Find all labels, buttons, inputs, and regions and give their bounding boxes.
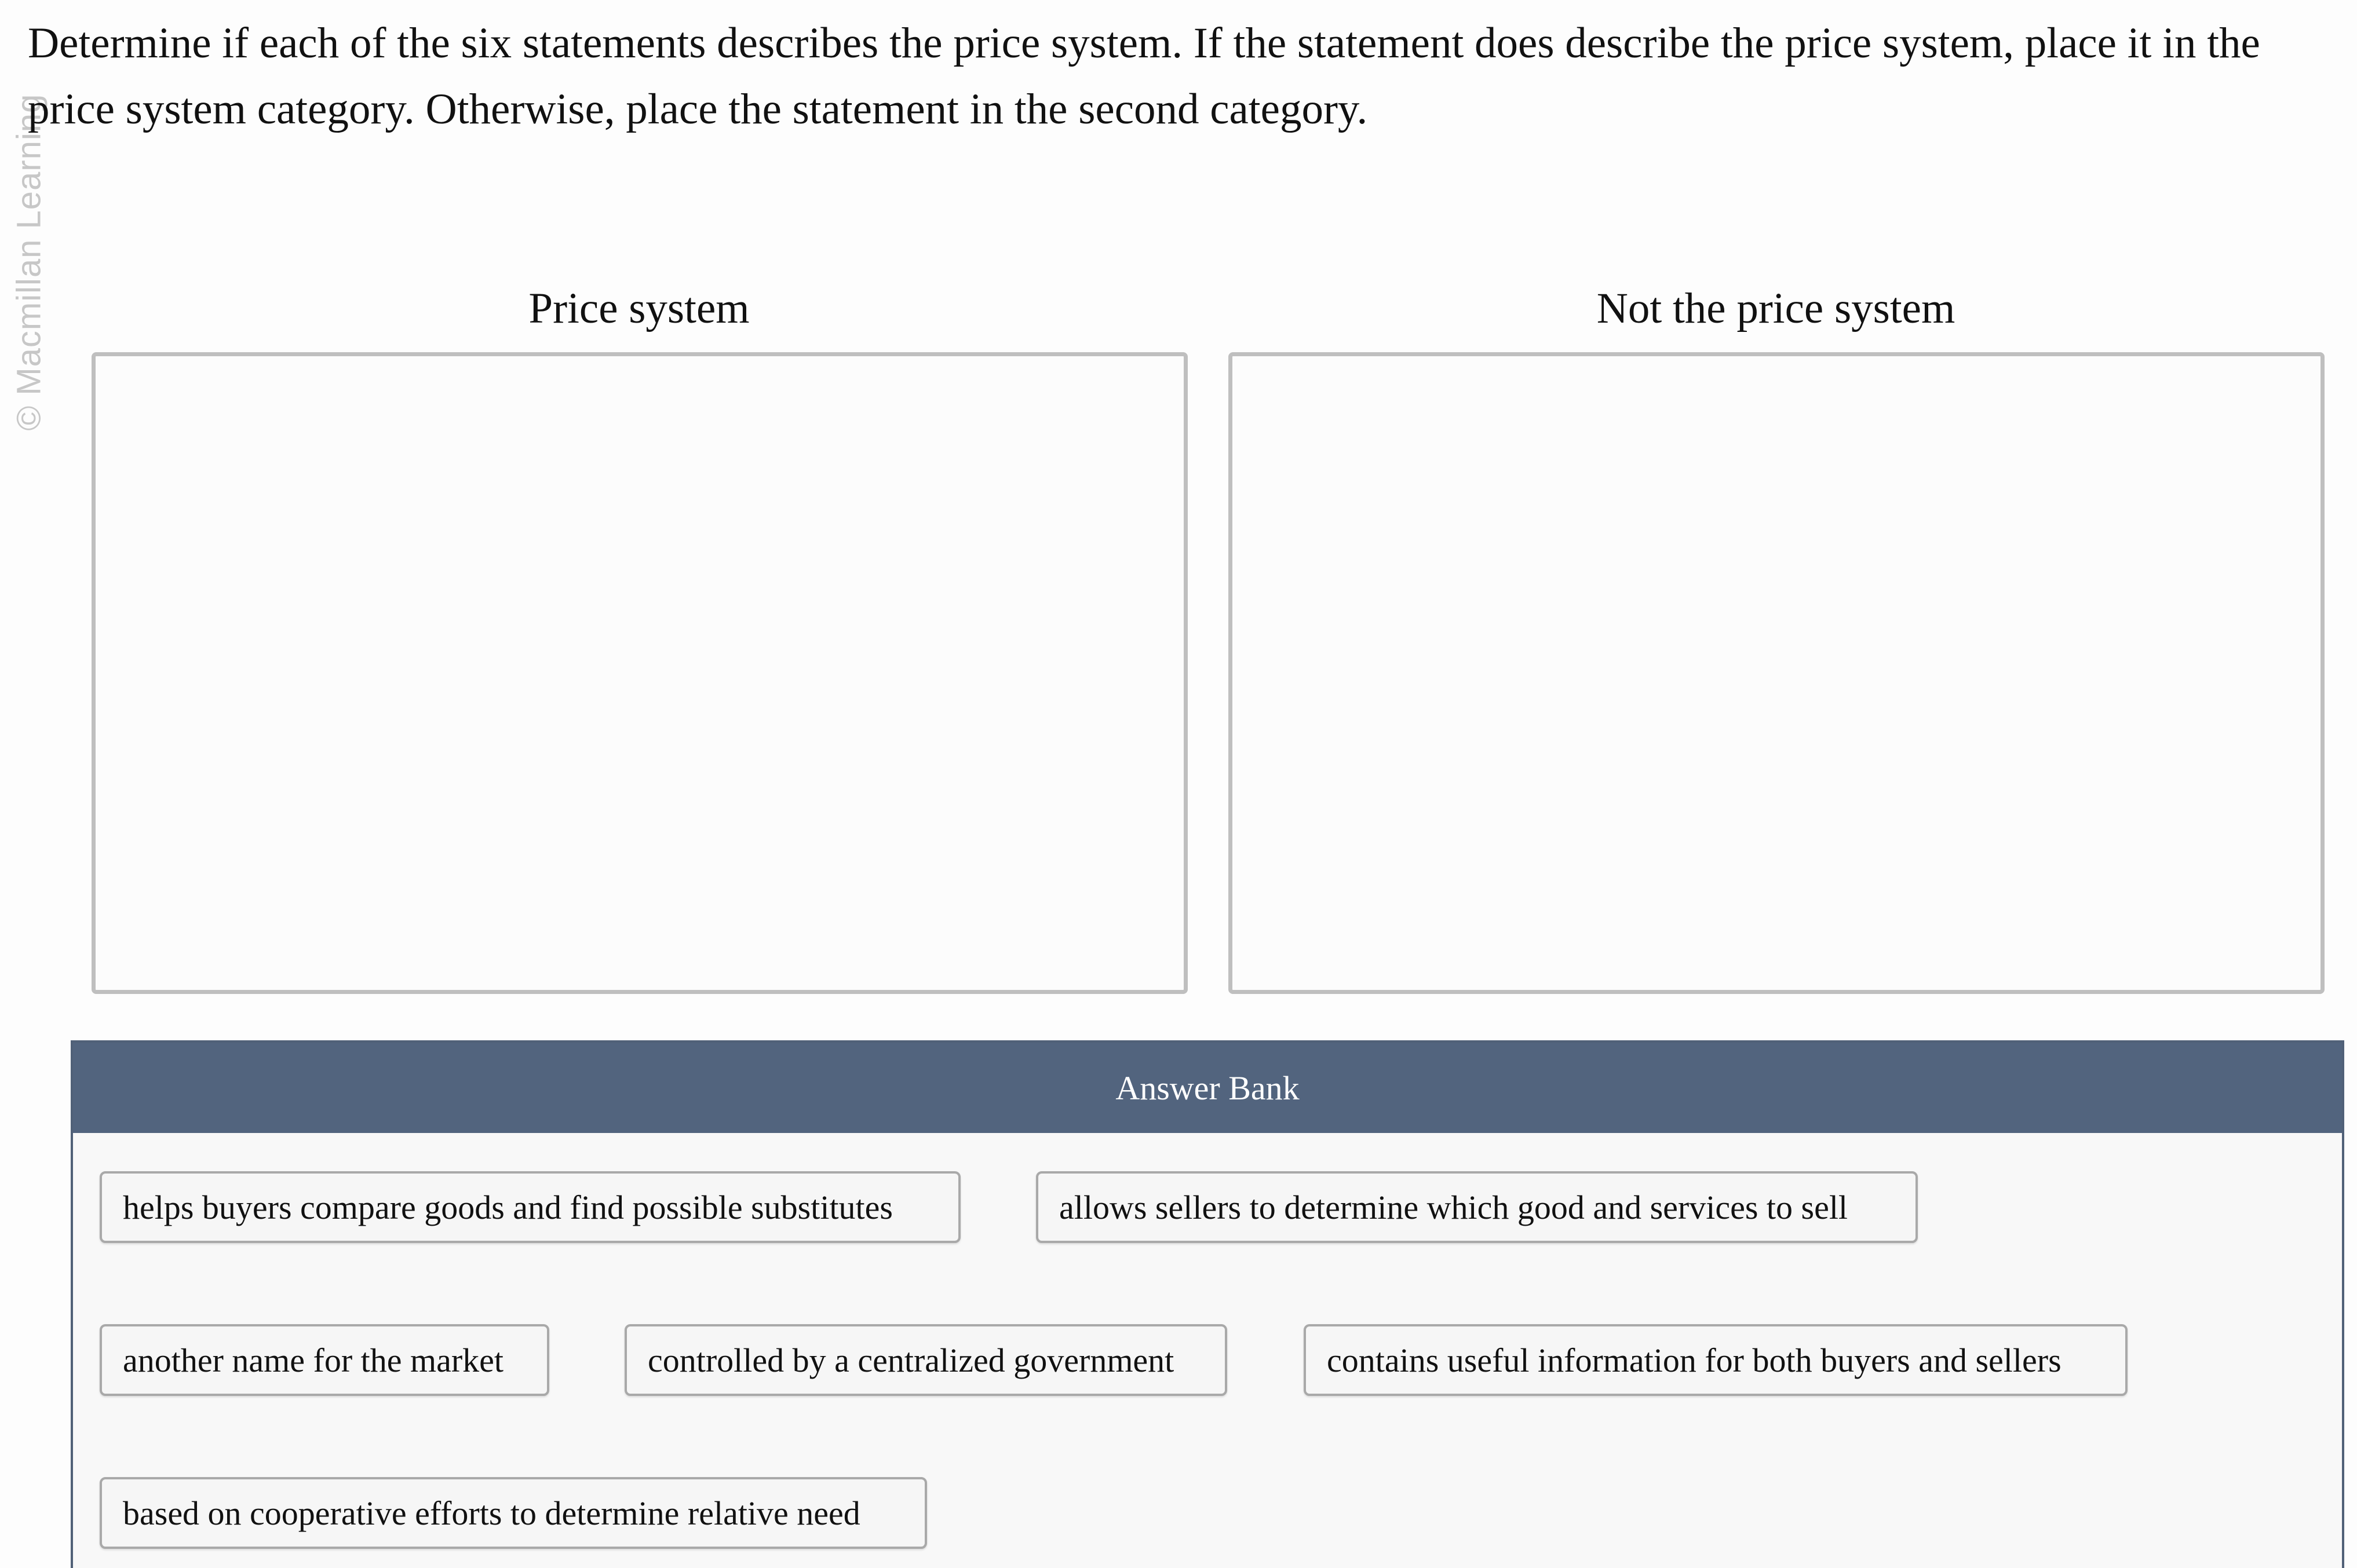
category-title-not-price-system: Not the price system: [1596, 284, 1955, 332]
answer-bank-title: Answer Bank: [1115, 1069, 1300, 1107]
answer-chip-compare-goods[interactable]: helps buyers compare goods and find possible substitutes: [100, 1171, 961, 1243]
answer-bank: [71, 1040, 2344, 1568]
answer-chip-useful-information[interactable]: contains useful information for both buyers and sellers: [1304, 1324, 2128, 1396]
answer-chip-cooperative-efforts[interactable]: based on cooperative efforts to determine relative need: [100, 1477, 927, 1549]
question-instructions: Determine if each of the six statements describes the price system. If the statement does describe the price system, place it in the price system category. Otherwise, place the statement in the second category.: [28, 19, 2260, 133]
category-title-price-system: Price system: [528, 284, 750, 332]
answer-chip-market-name[interactable]: another name for the market: [100, 1324, 549, 1396]
copyright-watermark: © Macmillan Learning: [10, 93, 48, 431]
dropzone-not-price-system[interactable]: [1228, 352, 2325, 994]
dropzone-price-system[interactable]: [92, 352, 1188, 994]
answer-bank-header: [73, 1043, 2342, 1133]
answer-chip-sellers-determine[interactable]: allows sellers to determine which good and services to sell: [1036, 1171, 1918, 1243]
answer-chip-centralized-government[interactable]: controlled by a centralized government: [625, 1324, 1227, 1396]
